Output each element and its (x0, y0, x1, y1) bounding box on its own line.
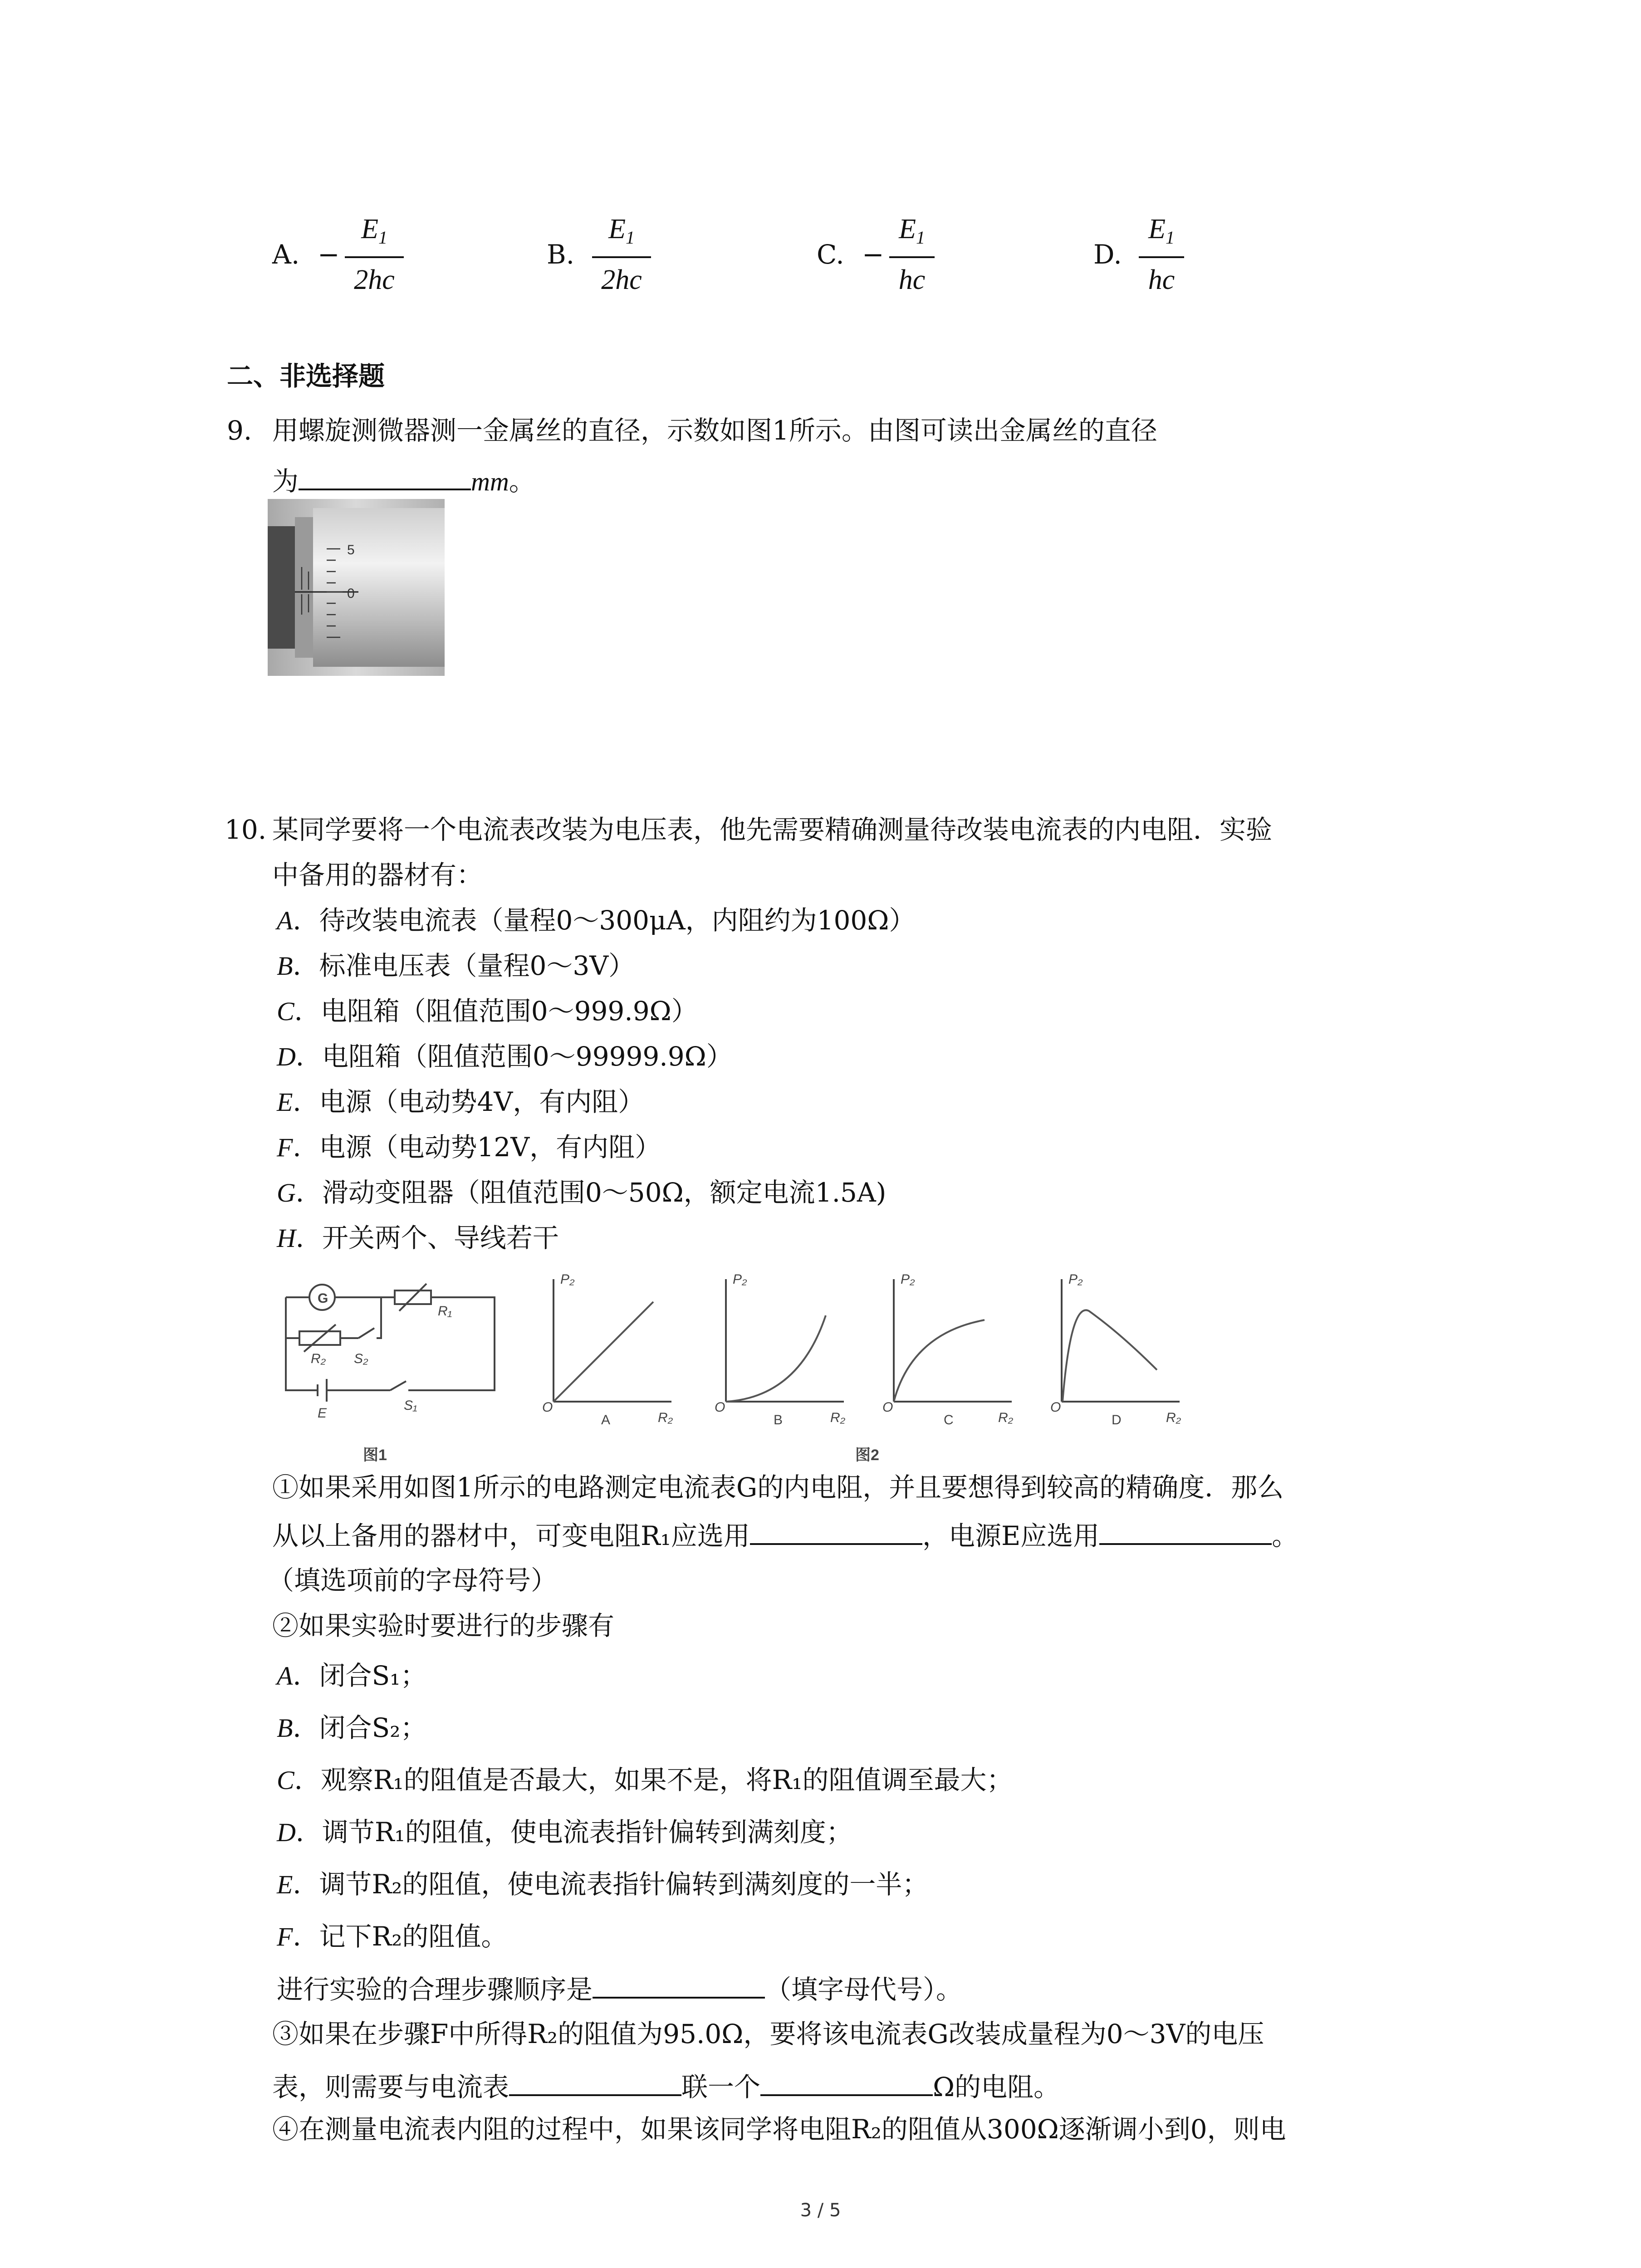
option-c-fraction (889, 213, 935, 299)
option-c-num-sub: 1 (916, 227, 925, 248)
option-c-denominator: hc (898, 264, 926, 295)
step-item: F．记下R₂的阻值。 (277, 1921, 508, 1952)
q9-line2-end: 。 (509, 466, 535, 497)
option-a-sign: − (318, 239, 340, 270)
graph-d-y-label: P₂ (1068, 1272, 1083, 1287)
equipment-item: D．电阻箱（阻值范围0～99999.9Ω） (277, 1041, 733, 1072)
part3-line1: ③如果在步骤F中所得R₂的阻值为95.0Ω，要将该电流表G改装成量程为0～3V的电压 (272, 2019, 1264, 2049)
graph-b-panel-label: B (774, 1413, 783, 1427)
step-item: D．调节R₁的阻值，使电流表指针偏转到满刻度； (277, 1817, 852, 1848)
part1-line2: 从以上备用的器材中，可变电阻R₁应选用 ，电源E应选用 。 (272, 1520, 1298, 1551)
fig1-caption: 图1 (363, 1447, 387, 1464)
q9-unit: mm (471, 467, 509, 496)
source-choice-blank[interactable] (1099, 1520, 1272, 1545)
q10-intro-line2: 中备用的器材有： (272, 860, 483, 890)
graph-c-y-label: P₂ (901, 1272, 915, 1287)
equipment-item: C．电阻箱（阻值范围0～999.9Ω） (277, 996, 698, 1026)
fraction-bar (889, 256, 935, 258)
fraction-bar (1139, 256, 1184, 258)
step-item: A．闭合S₁； (277, 1660, 427, 1691)
power-graphs (535, 1266, 1225, 1438)
step-order-blank[interactable] (593, 1973, 765, 1999)
part3-line2: 表，则需要与电流表 联一个 Ω的电阻。 (272, 2072, 1060, 2102)
r2-label: R₂ (311, 1351, 326, 1366)
option-b-numerator: E (608, 214, 626, 244)
graph-b-origin: O (715, 1400, 725, 1415)
option-a-fraction (345, 213, 404, 299)
equipment-item: B．标准电压表（量程0～3V） (277, 950, 635, 981)
option-d-numerator: E (1148, 214, 1166, 244)
option-d-letter: D. (1093, 239, 1122, 270)
graph-a-origin: O (542, 1400, 553, 1415)
step-item: C．观察R₁的阻值是否最大，如果不是，将R₁的阻值调至最大； (277, 1765, 1013, 1795)
step-item: E．调节R₂的阻值，使电流表指针偏转到满刻度的一半； (277, 1869, 929, 1900)
graph-b-y-label: P₂ (733, 1272, 747, 1287)
q10-intro-line1: 某同学要将一个电流表改装为电压表，他先需要精确测量待改装电流表的内电阻．实验 (272, 814, 1273, 845)
step-item: B．闭合S₂； (277, 1712, 427, 1743)
circuit-diagram (272, 1266, 508, 1429)
option-d-num-sub: 1 (1165, 227, 1175, 248)
option-a-letter: A. (272, 239, 300, 270)
option-a-num-sub: 1 (378, 227, 387, 248)
graph-d-panel-label: D (1112, 1413, 1122, 1427)
e-label: E (318, 1406, 327, 1421)
equipment-item: E．电源（电动势4V，有内阻） (277, 1086, 645, 1117)
section-title: 二、非选择题 (227, 361, 385, 391)
page-number: 3 / 5 (800, 2200, 841, 2221)
r1-label: R₁ (438, 1304, 452, 1319)
graph-d-x-label: R₂ (1166, 1410, 1181, 1425)
option-b-num-sub: 1 (625, 227, 635, 248)
option-d-fraction (1139, 213, 1184, 299)
q9-line2-prefix: 为 (272, 466, 299, 497)
graph-a-x-label: R₂ (658, 1410, 673, 1425)
equipment-item: H．开关两个、导线若干 (277, 1222, 559, 1253)
q9-number: 9. (227, 415, 252, 446)
graph-c-panel-label: C (944, 1413, 954, 1427)
micrometer-photo (268, 499, 445, 676)
micrometer-label-5: 5 (347, 543, 355, 557)
q10-number: 10. (225, 814, 267, 845)
option-b-fraction (592, 213, 651, 299)
option-b-letter: B. (547, 239, 575, 270)
part1-line3: （填选项前的字母符号） (268, 1565, 558, 1596)
galvanometer-label: G (318, 1291, 328, 1306)
q9-answer-blank[interactable] (299, 465, 471, 490)
option-c-letter: C. (817, 239, 844, 270)
option-a-denominator: 2hc (354, 264, 395, 295)
equipment-item: F．电源（电动势12V，有内阻） (277, 1132, 661, 1163)
connection-type-blank[interactable] (509, 2071, 681, 2096)
part2-order-line: 进行实验的合理步骤顺序是 （填字母代号）。 (277, 1974, 963, 2005)
fraction-bar (345, 256, 404, 258)
q9-line2 (272, 465, 535, 495)
option-b-denominator: 2hc (601, 264, 642, 295)
resistance-value-blank[interactable] (760, 2071, 933, 2096)
s2-label: S₂ (354, 1351, 368, 1366)
part2-line1: ②如果实验时要进行的步骤有 (272, 1610, 615, 1641)
r1-choice-blank[interactable] (750, 1520, 922, 1545)
graph-c-x-label: R₂ (998, 1410, 1014, 1425)
part1-line1: ①如果采用如图1所示的电路测定电流表G的内电阻，并且要想得到较高的精确度．那么 (272, 1472, 1284, 1503)
option-c-sign: − (862, 239, 884, 270)
micrometer-label-0: 0 (347, 586, 355, 601)
graph-a-y-label: P₂ (560, 1272, 575, 1287)
fig2-caption: 图2 (855, 1447, 879, 1464)
equipment-item: A．待改装电流表（量程0～300μA，内阻约为100Ω） (277, 905, 916, 936)
option-d-denominator: hc (1148, 264, 1175, 295)
option-a-numerator: E (361, 214, 378, 244)
graph-a-panel-label: A (601, 1413, 611, 1427)
s1-label: S₁ (404, 1398, 417, 1413)
graph-b-x-label: R₂ (830, 1410, 846, 1425)
option-c-numerator: E (899, 214, 916, 244)
fraction-bar (592, 256, 651, 258)
graph-d-origin: O (1050, 1400, 1061, 1415)
q9-line1: 用螺旋测微器测一金属丝的直径，示数如图1所示。由图可读出金属丝的直径 (272, 415, 1157, 446)
equipment-item: G．滑动变阻器（阻值范围0～50Ω，额定电流1.5A) (277, 1177, 887, 1208)
part4-line1: ④在测量电流表内阻的过程中，如果该同学将电阻R₂的阻值从300Ω逐渐调小到0，则电 (272, 2114, 1286, 2145)
graph-c-origin: O (882, 1400, 893, 1415)
